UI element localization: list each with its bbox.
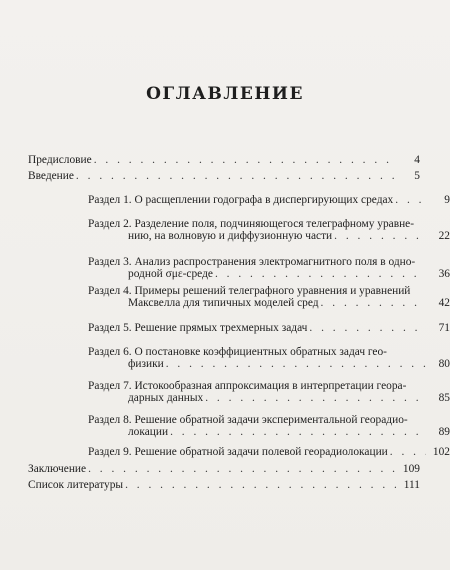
dot-leader (205, 392, 426, 404)
toc-entry-title: Раздел 1. О расщеплении годографа в диспергирующих средах (88, 194, 394, 206)
dot-leader (395, 194, 426, 206)
page-title: ОГЛАВЛЕНИЕ (146, 84, 304, 104)
dot-leader (215, 268, 426, 280)
toc-page-number: 85 (438, 392, 450, 404)
toc-entry-introduction[interactable] (28, 170, 420, 182)
toc-entry-title: Раздел 5. Решение прямых трехмерных задач (88, 322, 308, 334)
dot-leader (76, 170, 396, 182)
toc-entry-title: Введение (28, 170, 74, 182)
toc-entry-section-7[interactable] (58, 380, 450, 404)
toc-entry-section-5[interactable] (58, 322, 450, 334)
toc-entry-title: Раздел 4. Примеры решений телеграфного уравнения и уравнений (88, 285, 411, 297)
toc-entry-title: Раздел 2. Разделение поля, подчиняющегося телеграфному уравне- (88, 218, 415, 230)
toc-entry-section-6[interactable] (58, 346, 450, 370)
toc-entry-title-continued: родной σμε-среде (128, 268, 213, 280)
toc-page-number: 22 (438, 230, 450, 242)
toc-entry-title: Заключение (28, 463, 87, 475)
dot-leader (390, 446, 426, 458)
toc-page-number: 4 (414, 154, 420, 166)
toc-page-number: 5 (414, 170, 420, 182)
toc-entry-title-continued: локации (128, 426, 169, 438)
toc-page-number: 111 (403, 479, 420, 491)
toc-entry-title: Раздел 8. Решение обратной задачи экспериментальной георадио- (88, 414, 408, 426)
dot-leader (309, 322, 426, 334)
toc-entry-conclusion[interactable] (28, 463, 420, 475)
dot-leader (94, 154, 396, 166)
dot-leader (166, 358, 426, 370)
toc-page-number: 80 (438, 358, 450, 370)
toc-page-number: 89 (438, 426, 450, 438)
toc-entry-section-1[interactable] (58, 194, 450, 206)
toc-entry-section-9[interactable] (58, 446, 450, 458)
toc-entry-preface[interactable] (28, 154, 420, 166)
dot-leader (321, 297, 426, 309)
toc-entry-title: Раздел 6. О постановке коэффициентных обратных задач гео- (88, 346, 387, 358)
toc-entry-section-8[interactable] (58, 414, 450, 438)
toc-entry-title: Раздел 7. Истокообразная аппроксимация в интерпретации георa- (88, 380, 407, 392)
toc-page-number: 102 (432, 446, 450, 458)
toc-entry-section-3[interactable] (58, 256, 450, 280)
dot-leader (88, 463, 396, 475)
toc-entry-title: Список литературы (28, 479, 124, 491)
toc-entry-section-2[interactable] (58, 218, 450, 242)
dot-leader (125, 479, 396, 491)
toc-entry-title-continued: Максвелла для типичных моделей сред (128, 297, 319, 309)
toc-entry-section-4[interactable] (58, 285, 450, 309)
toc-entry-bibliography[interactable] (28, 479, 420, 491)
toc-entry-title-continued: дарных данных (128, 392, 204, 404)
toc-entry-title: Раздел 9. Решение обратной задачи полевой георадиолокации (88, 446, 388, 458)
toc-entry-title: Предисловие (28, 154, 92, 166)
toc-page-number: 109 (402, 463, 420, 475)
toc-page-number: 36 (438, 268, 450, 280)
dot-leader (170, 426, 426, 438)
toc-page-number: 9 (444, 194, 450, 206)
dot-leader (334, 230, 426, 242)
toc-entry-title: Раздел 3. Анализ распространения электромагнитного поля в одно- (88, 256, 416, 268)
toc-entry-title-continued: физики (128, 358, 164, 370)
toc-page-number: 42 (438, 297, 450, 309)
toc-entry-title-continued: нию, на волновую и диффузионную части (128, 230, 333, 242)
toc-page-number: 71 (438, 322, 450, 334)
